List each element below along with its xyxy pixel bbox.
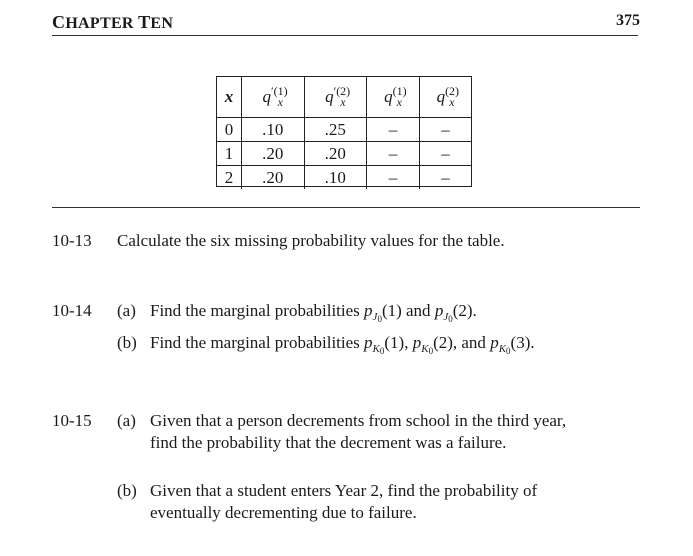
- cell-q2-prime: .25: [304, 118, 367, 142]
- problem-number: 10-15: [52, 411, 92, 430]
- cell-x: 2: [217, 166, 242, 190]
- cell-q2-missing: –: [441, 167, 450, 187]
- cell-q1-missing: –: [367, 142, 420, 166]
- cell-q1-prime: .20: [242, 142, 305, 166]
- problem-number: 10-13: [52, 231, 92, 250]
- part-text-line1: Given that a person decrements from school in the third year,: [150, 411, 567, 430]
- header-q1-prime: $q^{'(1)}_x$: [242, 77, 305, 118]
- chapter-title: [52, 12, 173, 33]
- problem-10-14: [52, 300, 672, 360]
- cell-q1-missing: –: [367, 118, 420, 142]
- probability-table-grid: [217, 77, 471, 189]
- header-q1: $q^{(1)}_x$: [367, 77, 420, 118]
- cell-x: 1: [217, 142, 242, 166]
- part-a: [117, 410, 566, 432]
- header-x: x: [217, 77, 242, 118]
- part-label: (b): [117, 333, 137, 352]
- part-a: (a) Find the marginal probabilities $p_{J_0}(1)$ and $p_{J_0}(2)$.: [117, 301, 477, 324]
- chapter-rest: HAPTER: [65, 15, 139, 32]
- part-b: [117, 480, 566, 502]
- cell-q2-prime: .20: [304, 142, 367, 166]
- cell-x: 0: [217, 118, 242, 142]
- problem-body: [117, 300, 535, 362]
- table-row: [217, 166, 471, 190]
- marginal-prob-symbol: $p_{J_0}$: [434, 301, 453, 324]
- problem-number: 10-14: [52, 301, 92, 320]
- part-b: (b) Find the marginal probabilities $p_{K_0}(1)$, $p_{K_0}(2)$, and $p_{K_0}(3)$.: [117, 333, 535, 356]
- header-rule: [52, 35, 638, 36]
- chapter-cap-t: T: [138, 12, 151, 32]
- problem-body: [117, 410, 566, 524]
- table-header-row: [217, 77, 471, 118]
- marginal-prob-symbol: $p_{K_0}$: [412, 333, 434, 356]
- chapter-rest2: EN: [150, 15, 174, 32]
- page-header: [52, 12, 640, 36]
- probability-table: [216, 76, 472, 187]
- part-text: Find the marginal probabilities: [150, 301, 360, 320]
- part-label: (a): [117, 411, 136, 430]
- part-text: Find the marginal probabilities: [150, 333, 360, 352]
- cell-q2-missing: –: [419, 118, 471, 142]
- part-a-continued: find the probability that the decrement was a failure.: [150, 433, 507, 452]
- problem-text: Calculate the six missing probability values for the table.: [117, 231, 505, 250]
- page-number: 375: [616, 12, 640, 29]
- cell-q2-prime: .10: [304, 166, 367, 190]
- cell-q1-prime: .20: [242, 166, 305, 190]
- marginal-prob-symbol: $p_{J_0}$: [364, 301, 382, 324]
- part-label: (b): [117, 481, 137, 500]
- problem-10-15: [52, 410, 672, 530]
- marginal-prob-symbol: $p_{K_0}$: [364, 333, 385, 356]
- section-rule: [52, 207, 640, 208]
- header-q2-prime: $q^{'(2)}_x$: [304, 77, 367, 118]
- table-row: [217, 118, 471, 142]
- header-q2: $q^{(2)}_x$: [419, 77, 471, 118]
- table-row: [217, 142, 471, 166]
- part-text-line1: Given that a student enters Year 2, find the probability of: [150, 481, 538, 500]
- part-label: (a): [117, 301, 136, 320]
- problem-10-13: [52, 230, 652, 254]
- cell-q2-missing: –: [419, 142, 471, 166]
- part-b-continued: eventually decrementing due to failure.: [150, 503, 417, 522]
- cell-q1-prime: .10: [242, 118, 305, 142]
- chapter-cap-c: C: [52, 12, 66, 32]
- marginal-prob-symbol: $p_{K_0}$: [490, 333, 511, 356]
- cell-q1-missing: –: [367, 166, 420, 190]
